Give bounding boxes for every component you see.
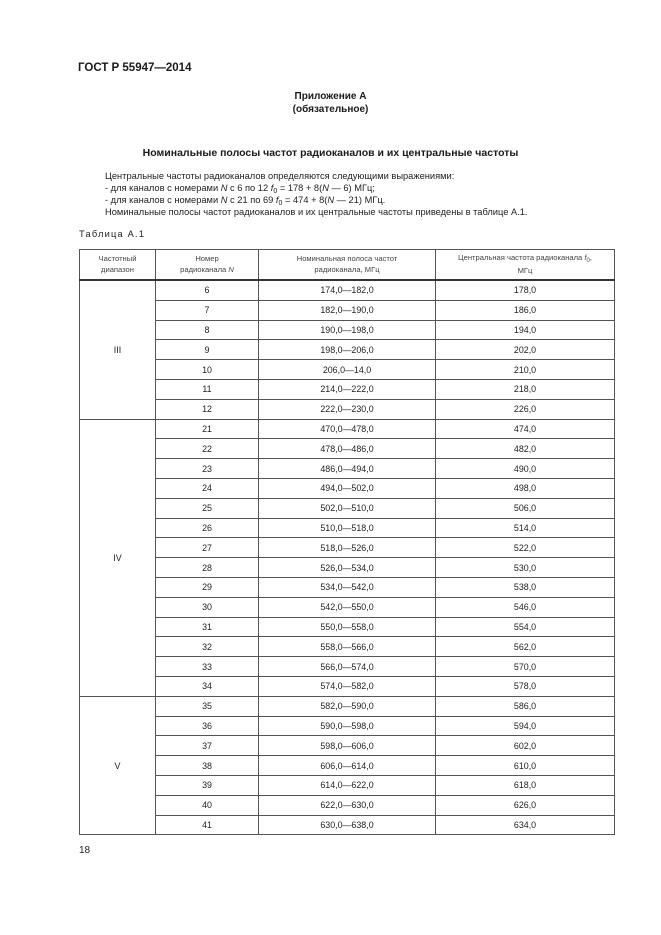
center-frequency-cell: 594,0 [436,716,615,736]
nominal-band-cell: 526,0—534,0 [259,558,436,578]
channel-number-cell: 38 [156,756,259,776]
table-row [80,478,615,498]
nominal-band-cell: 470,0—478,0 [259,419,436,439]
channel-number-cell: 8 [156,320,259,340]
center-frequency-cell: 474,0 [436,419,615,439]
center-frequency-cell: 562,0 [436,637,615,657]
table-row [80,459,615,479]
center-frequency-cell: 482,0 [436,439,615,459]
table-row [80,775,615,795]
intro-line-3: - для каналов с номерами N с 21 по 69 $f_0 = 474 + 8(N$ — 21) МГц. [105,195,386,207]
nominal-band-cell: 558,0—566,0 [259,637,436,657]
channel-number-cell: 23 [156,459,259,479]
table-row [80,637,615,657]
table-row [80,379,615,399]
center-frequency-cell: 554,0 [436,617,615,637]
nominal-band-cell: 542,0—550,0 [259,597,436,617]
table-row [80,736,615,756]
table-row [80,716,615,736]
nominal-band-cell: 622,0—630,0 [259,795,436,815]
channel-number-cell: 41 [156,815,259,835]
center-frequency-cell: 578,0 [436,676,615,696]
table-row [80,439,615,459]
table-caption: Таблица А.1 [79,229,146,239]
center-frequency-cell: 202,0 [436,340,615,360]
channel-number-cell: 22 [156,439,259,459]
table-header-row [80,250,615,281]
frequency-table [79,249,615,835]
center-frequency-cell: 218,0 [436,379,615,399]
table-row [80,300,615,320]
table-row [80,597,615,617]
channel-number-cell: 37 [156,736,259,756]
channel-number-cell: 9 [156,340,259,360]
nominal-band-cell: 190,0—198,0 [259,320,436,340]
center-frequency-cell: 530,0 [436,558,615,578]
center-frequency-cell: 178,0 [436,280,615,300]
band-cell: III [80,280,156,419]
nominal-band-cell: 518,0—526,0 [259,538,436,558]
intro-line-2: - для каналов с номерами N с 6 по 12 $f_0 = 178 + 8(N$ — 6) МГц; [105,183,375,195]
channel-number-cell: 31 [156,617,259,637]
nominal-band-cell: 494,0—502,0 [259,478,436,498]
intro-line-1: Центральные частоты радиоканалов определяются следующими выражениями: [105,171,455,181]
nominal-band-cell: 206,0—14,0 [259,360,436,380]
table-row [80,538,615,558]
nominal-band-cell: 582,0—590,0 [259,696,436,716]
channel-number-cell: 26 [156,518,259,538]
channel-number-cell: 33 [156,657,259,677]
nominal-band-cell: 566,0—574,0 [259,657,436,677]
center-frequency-cell: 626,0 [436,795,615,815]
page-number: 18 [79,845,91,856]
channel-number-cell: 11 [156,379,259,399]
nominal-band-cell: 182,0—190,0 [259,300,436,320]
center-frequency-cell: 514,0 [436,518,615,538]
nominal-band-cell: 550,0—558,0 [259,617,436,637]
nominal-band-cell: 214,0—222,0 [259,379,436,399]
channel-number-cell: 21 [156,419,259,439]
center-frequency-cell: 226,0 [436,399,615,419]
section-title: Номинальные полосы частот радиоканалов и их центральные частоты [142,147,519,159]
nominal-band-cell: 614,0—622,0 [259,775,436,795]
channel-number-cell: 39 [156,775,259,795]
nominal-band-cell: 630,0—638,0 [259,815,436,835]
table-row [80,696,615,716]
center-frequency-cell: 490,0 [436,459,615,479]
center-frequency-cell: 506,0 [436,498,615,518]
band-cell: IV [80,419,156,696]
channel-number-cell: 29 [156,577,259,597]
intro-line-4: Номинальные полосы частот радиоканалов и их центральные частоты приведены в таблице А.1. [105,207,528,217]
nominal-band-cell: 510,0—518,0 [259,518,436,538]
channel-number-cell: 25 [156,498,259,518]
channel-number-cell: 32 [156,637,259,657]
table-row [80,756,615,776]
channel-number-cell: 6 [156,280,259,300]
channel-number-cell: 27 [156,538,259,558]
table-row [80,399,615,419]
channel-number-cell: 28 [156,558,259,578]
center-frequency-cell: 522,0 [436,538,615,558]
center-frequency-cell: 634,0 [436,815,615,835]
band-cell: V [80,696,156,835]
standard-designation: ГОСТ Р 55947—2014 [78,62,192,74]
nominal-band-cell: 486,0—494,0 [259,459,436,479]
center-frequency-cell: 602,0 [436,736,615,756]
channel-number-cell: 12 [156,399,259,419]
channel-number-cell: 36 [156,716,259,736]
nominal-band-cell: 478,0—486,0 [259,439,436,459]
nominal-band-cell: 606,0—614,0 [259,756,436,776]
center-frequency-cell: 570,0 [436,657,615,677]
center-frequency-cell: 610,0 [436,756,615,776]
table-row [80,340,615,360]
header-nominal-band: Номинальная полоса частот радиоканала, МГц [259,250,436,281]
nominal-band-cell: 590,0—598,0 [259,716,436,736]
channel-number-cell: 7 [156,300,259,320]
table-row [80,558,615,578]
table-row [80,360,615,380]
table-row [80,577,615,597]
center-frequency-cell: 586,0 [436,696,615,716]
table-row [80,320,615,340]
nominal-band-cell: 174,0—182,0 [259,280,436,300]
nominal-band-cell: 574,0—582,0 [259,676,436,696]
nominal-band-cell: 502,0—510,0 [259,498,436,518]
nominal-band-cell: 598,0—606,0 [259,736,436,756]
table-row [80,815,615,835]
appendix-subtitle: (обязательное) [292,104,369,115]
header-frequency-band: Частотный диапазон [80,250,156,281]
table-row [80,795,615,815]
channel-number-cell: 35 [156,696,259,716]
header-center-frequency: Центральная частота радиоканала $f_0$, МГц [436,250,615,281]
center-frequency-cell: 210,0 [436,360,615,380]
channel-number-cell: 40 [156,795,259,815]
table-row [80,419,615,439]
appendix-title: Приложение А [294,91,367,102]
center-frequency-cell: 538,0 [436,577,615,597]
channel-number-cell: 10 [156,360,259,380]
table-row [80,657,615,677]
table-row [80,280,615,300]
nominal-band-cell: 534,0—542,0 [259,577,436,597]
channel-number-cell: 24 [156,478,259,498]
table-row [80,617,615,637]
center-frequency-cell: 194,0 [436,320,615,340]
nominal-band-cell: 222,0—230,0 [259,399,436,419]
center-frequency-cell: 498,0 [436,478,615,498]
nominal-band-cell: 198,0—206,0 [259,340,436,360]
table-row [80,676,615,696]
channel-number-cell: 30 [156,597,259,617]
center-frequency-cell: 618,0 [436,775,615,795]
table-row [80,518,615,538]
channel-number-cell: 34 [156,676,259,696]
table-row [80,498,615,518]
header-channel-number: Номер радиоканала N [156,250,259,281]
center-frequency-cell: 186,0 [436,300,615,320]
center-frequency-cell: 546,0 [436,597,615,617]
